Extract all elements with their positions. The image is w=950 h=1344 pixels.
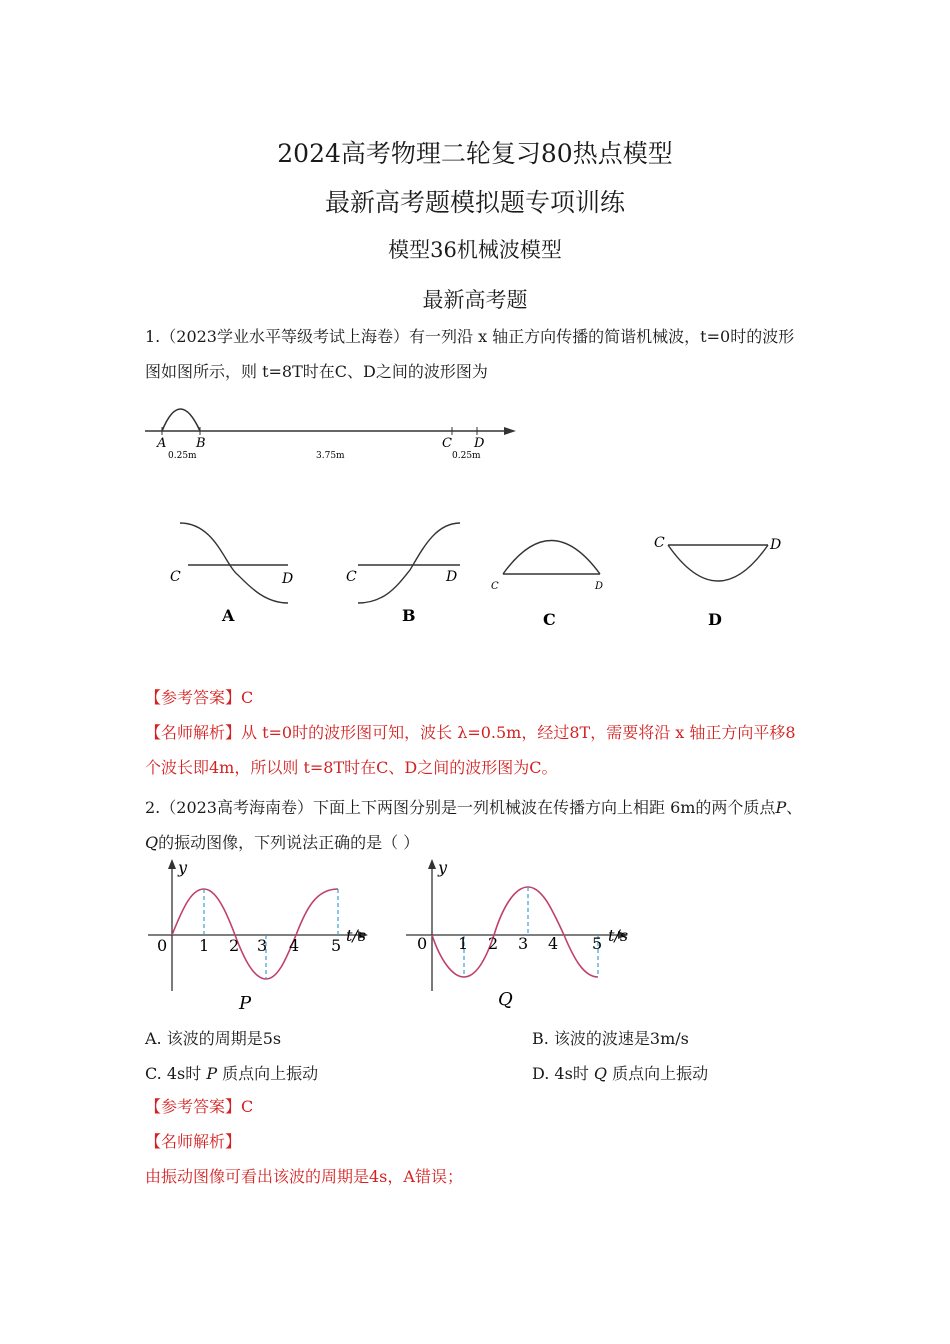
- option-a: A. 该波的周期是5s: [145, 1029, 282, 1048]
- graph-q-origin: 0: [417, 934, 428, 953]
- graph-q-tick-2: 2: [488, 934, 499, 953]
- choice-b-c-label: C: [346, 569, 357, 585]
- choice-d-letter: D: [708, 610, 722, 629]
- q1-choice-c: [485, 515, 620, 630]
- point-b-label: B: [196, 436, 206, 451]
- graph-q-tick-5: 5: [592, 934, 603, 953]
- graph-p-xlabel: t/s: [346, 926, 367, 945]
- graph-p-ylabel: y: [178, 858, 188, 877]
- choice-d-d-label: D: [770, 537, 782, 553]
- graph-q-tick-1: 1: [458, 934, 469, 953]
- graph-p-tick-3: 3: [257, 936, 268, 955]
- graph-p-tick-4: 4: [289, 936, 300, 955]
- doc-subtitle: 最新高考题模拟题专项训练: [324, 188, 625, 217]
- graph-p-name: P: [239, 993, 252, 1014]
- q1-choice-d: [648, 525, 788, 630]
- q1-answer: 【参考答案】C: [145, 688, 254, 707]
- q2-analysis-line-1: 由振动图像可看出该波的周期是4s，A错误；: [145, 1167, 463, 1186]
- choice-c-d-label: D: [595, 581, 604, 592]
- q2-answer: 【参考答案】C: [145, 1097, 254, 1116]
- dist-cd-label: 0.25m: [452, 451, 481, 461]
- question-1-text: 1.（2023学业水平等级考试上海卷）有一列沿 x 轴正方向传播的简谐机械波，t=0时的波形图如图所示，则 t=8T时在C、D之间的波形图为: [145, 327, 795, 381]
- option-c: C. 4s时 P 质点向上振动: [145, 1064, 319, 1083]
- graph-q-ylabel: y: [438, 858, 448, 877]
- choice-a-c-label: C: [170, 569, 181, 585]
- question-2-text: 2.（2023高考海南卷）下面上下两图分别是一列机械波在传播方向上相距 6m的两个质点P、Q的振动图像，下列说法正确的是（ ）: [145, 798, 803, 852]
- graph-q-tick-3: 3: [518, 934, 529, 953]
- q2-graph-q: [400, 855, 650, 1020]
- choice-d-c-label: C: [654, 535, 665, 551]
- graph-p-origin: 0: [157, 936, 168, 955]
- choice-a-d-label: D: [282, 571, 294, 587]
- doc-title: 2024高考物理二轮复习80热点模型: [277, 139, 673, 168]
- graph-q-tick-4: 4: [548, 934, 559, 953]
- graph-q-name: Q: [498, 989, 513, 1010]
- point-c-label: C: [442, 436, 452, 451]
- point-d-label: D: [474, 436, 485, 451]
- q1-choice-a: [160, 515, 305, 630]
- q1-wave-figure: [140, 395, 520, 465]
- q2-graph-p: [140, 855, 390, 1020]
- q1-analysis: 【名师解析】从 t=0时的波形图可知，波长 λ=0.5m，经过8T，需要将沿 x 轴正方向平移8个波长即4m，所以则 t=8T时在C、D之间的波形图为C。: [145, 723, 796, 777]
- point-a-label: A: [157, 436, 167, 451]
- graph-q-xlabel: t/s: [608, 926, 629, 945]
- q2-analysis-head: 【名师解析】: [145, 1132, 242, 1151]
- choice-a-letter: A: [222, 606, 235, 625]
- q1-choice-b: [340, 515, 480, 630]
- option-b: B. 该波的波速是3m/s: [532, 1029, 689, 1048]
- dist-ab-label: 0.25m: [168, 451, 197, 461]
- graph-p-tick-1: 1: [199, 936, 210, 955]
- model-title: 模型36机械波模型: [388, 238, 562, 262]
- choice-c-c-label: C: [491, 581, 499, 592]
- choice-b-d-label: D: [446, 569, 458, 585]
- graph-p-tick-2: 2: [229, 936, 240, 955]
- choice-c-letter: C: [543, 610, 556, 629]
- graph-p-tick-5: 5: [331, 936, 342, 955]
- choice-b-letter: B: [402, 606, 416, 625]
- dist-bc-label: 3.75m: [316, 451, 345, 461]
- option-d: D. 4s时 Q 质点向上振动: [532, 1064, 709, 1083]
- section-title: 最新高考题: [422, 288, 528, 312]
